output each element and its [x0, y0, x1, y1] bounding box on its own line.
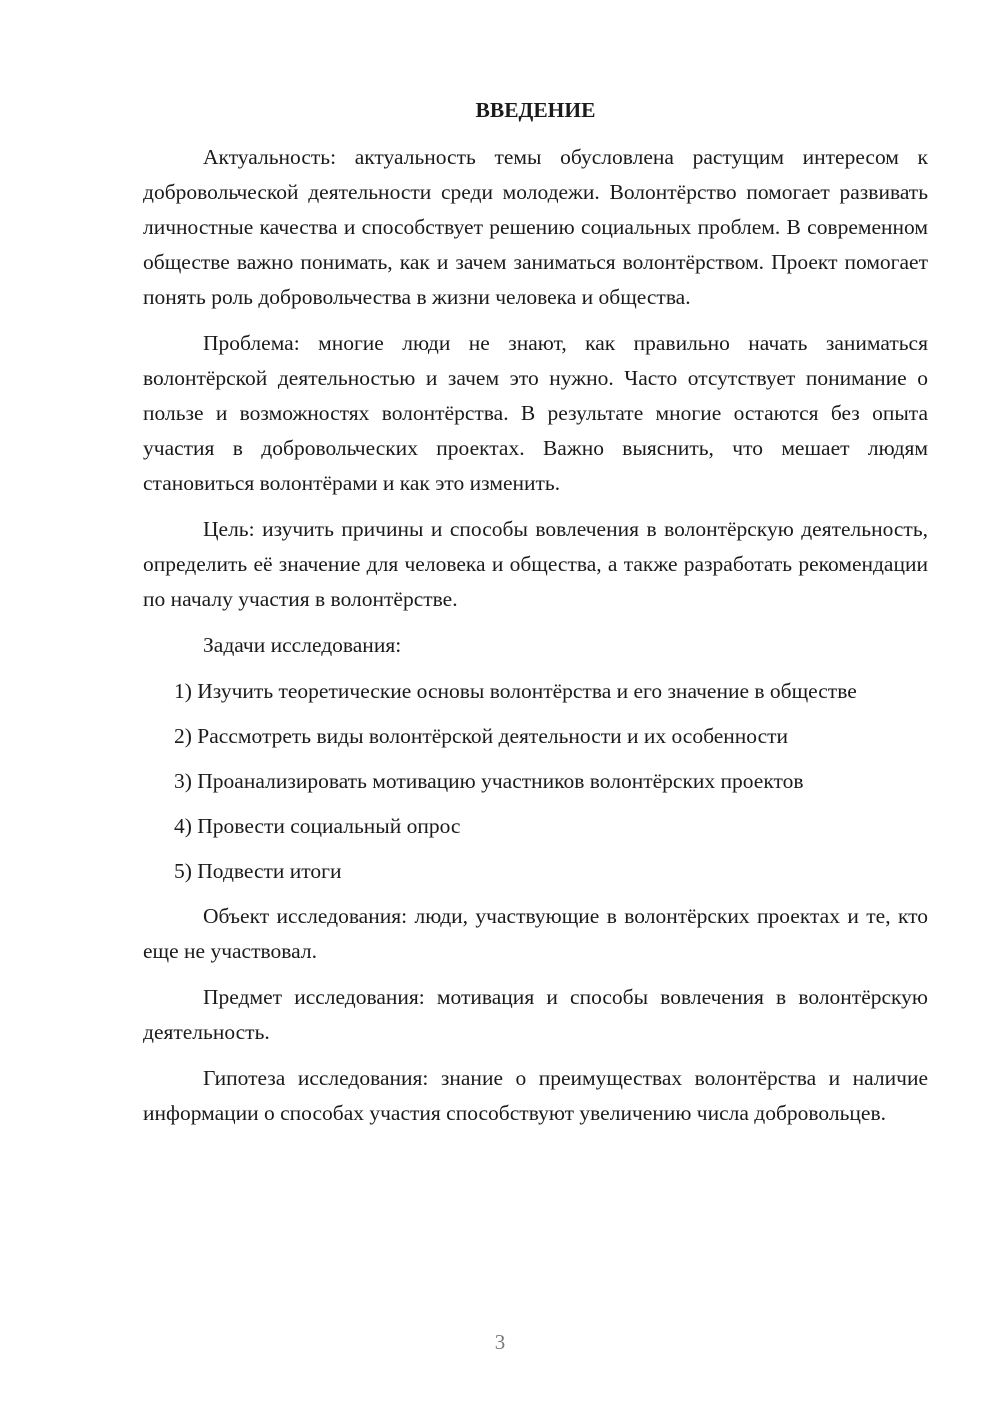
task-item-1: 1) Изучить теоретические основы волонтёрства и его значение в обществе [174, 679, 857, 703]
task-item-5: 5) Подвести итоги [174, 859, 342, 883]
paragraph-relevance: Актуальность: актуальность темы обусловлена растущим интересом к добровольческой деятельности среди молодежи. Волонтёрство помогает развивать личностные качества и способствует решению социальных проблем. В современном обществе важно понимать, как и зачем заниматься волонтёрством. Проект помогает понять роль добровольчества в жизни человека и общества. [143, 145, 928, 309]
paragraph-object: Объект исследования: люди, участвующие в волонтёрских проектах и те, кто еще не участвовал. [143, 904, 928, 963]
tasks-heading: Задачи исследования: [203, 633, 402, 657]
paragraph-hypothesis: Гипотеза исследования: знание о преимуществах волонтёрства и наличие информации о способах участия способствуют увеличению числа добровольцев. [143, 1066, 928, 1125]
paragraph-problem: Проблема: многие люди не знают, как правильно начать заниматься волонтёрской деятельностью и зачем это нужно. Часто отсутствует понимание о пользе и возможностях волонтёрства. В результате многие остаются без опыта участия в добровольческих проектах. Важно выяснить, что мешает людям становиться волонтёрами и как это изменить. [143, 331, 928, 495]
page-number: 3 [494, 1330, 506, 1354]
page-content [143, 93, 928, 1142]
paragraph-goal: Цель: изучить причины и способы вовлечения в волонтёрскую деятельность, определить её значение для человека и общества, а также разработать рекомендации по началу участия в волонтёрстве. [143, 517, 928, 611]
page-title: ВВЕДЕНИЕ [475, 98, 596, 122]
task-item-2: 2) Рассмотреть виды волонтёрской деятельности и их особенности [174, 724, 789, 748]
task-item-3: 3) Проанализировать мотивацию участников волонтёрских проектов [174, 769, 804, 793]
paragraph-subject: Предмет исследования: мотивация и способы вовлечения в волонтёрскую деятельность. [143, 985, 928, 1044]
task-item-4: 4) Провести социальный опрос [174, 814, 461, 838]
